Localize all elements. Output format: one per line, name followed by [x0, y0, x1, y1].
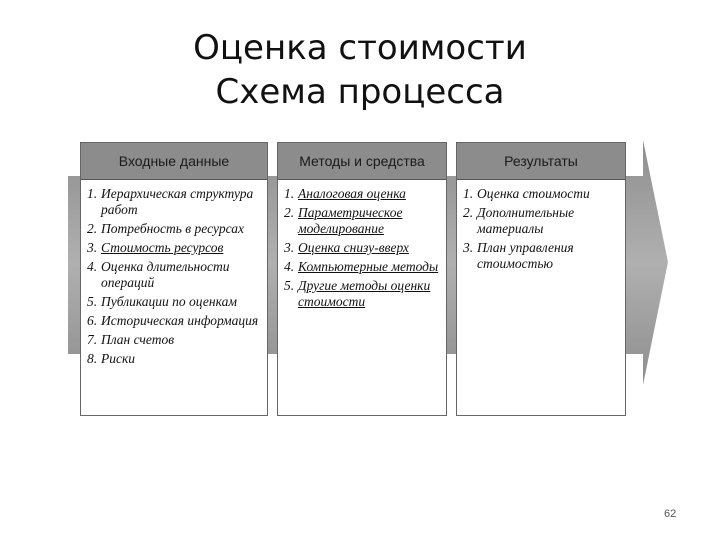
column-results: [456, 142, 626, 416]
column-header: Результаты: [457, 143, 625, 180]
column-header: Входные данные: [81, 143, 267, 180]
item-list: [81, 180, 267, 367]
list-item: 1. Иерархическая структура работ: [87, 186, 254, 217]
item-list: [278, 180, 446, 310]
list-item: 2. Дополнительные материалы: [463, 205, 575, 236]
column-header: Методы и средства: [278, 143, 446, 180]
list-item: 4. Оценка длительности операций: [87, 259, 230, 290]
list-item: 7. План счетов: [87, 332, 175, 347]
list-item: 6. Историческая информация: [87, 313, 259, 328]
page-number: 62: [664, 508, 677, 520]
slide-title: [0, 26, 720, 114]
list-item: 1. Оценка стоимости: [463, 186, 590, 201]
title-line-2: Схема процесса: [215, 72, 505, 112]
column-inputs: [80, 142, 268, 416]
list-item: 4. Компьютерные методы: [284, 259, 439, 274]
title-line-1: Оценка стоимости: [193, 28, 527, 68]
list-item: 5. Публикации по оценкам: [87, 294, 237, 309]
column-methods: [277, 142, 447, 416]
list-item: 5. Другие методы оценки стоимости: [284, 278, 431, 309]
list-item: 3. План управления стоимостью: [463, 240, 574, 271]
list-item: 8. Риски: [87, 351, 136, 366]
list-item: 2. Потребность в ресурсах: [87, 221, 244, 236]
list-item: 2. Параметрическое моделирование: [284, 205, 403, 236]
item-list: [457, 180, 625, 272]
list-item: 1. Аналоговая оценка: [284, 186, 406, 201]
list-item: 3. Стоимость ресурсов: [87, 240, 224, 255]
list-item: 3. Оценка снизу-вверх: [284, 240, 409, 255]
